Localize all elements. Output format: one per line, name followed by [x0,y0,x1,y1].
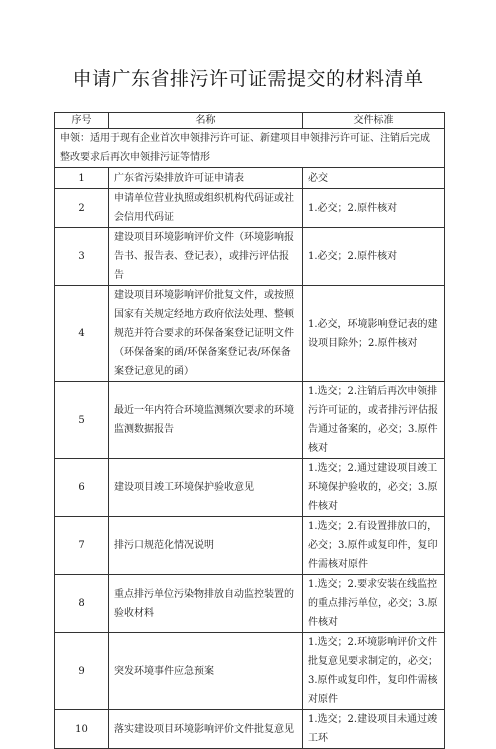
row-standard: 1.选交；2.建设项目未通过竣工环 [303,710,445,749]
table-row [55,633,445,710]
row-name: 申请单位营业执照或组织机构代码证或社会信用代码证 [109,189,303,228]
row-number: 4 [55,286,109,382]
row-name: 排污口规范化情况说明 [109,517,303,575]
row-name: 广东省污染排放许可证申请表 [109,168,303,189]
row-number: 6 [55,459,109,517]
row-standard: 1.选交；2.环境影响评价文件批复意见要求制定的，必交；3.原件或复印件，复印件需核对原件 [303,633,445,710]
scope-row [55,129,445,168]
row-standard: 1.选交；2.要求安装在线监控的重点排污单位，必交；3.原件核对 [303,575,445,633]
table-row [55,517,445,575]
row-number: 8 [55,575,109,633]
row-standard: 1.选交；2.通过建设项目竣工环境保护验收的，必交；3.原件核对 [303,459,445,517]
row-name: 建设项目环境影响评价文件（环境影响报告书、报告表、登记表），或排污评估报告 [109,228,303,286]
header-serial: 序号 [55,113,109,129]
row-standard: 1.选交；2.注销后再次申领排污许可证的，或者排污评估报告通过备案的，必交；3.原件核对 [303,382,445,459]
table-row [55,228,445,286]
table-row [55,710,445,749]
row-name: 重点排污单位污染物排放自动监控装置的验收材料 [109,575,303,633]
materials-table [54,112,445,749]
row-name: 最近一年内符合环境监测频次要求的环境监测数据报告 [109,382,303,459]
scope-note: 申领：适用于现有企业首次申领排污许可证、新建项目申领排污许可证、注销后完成整改要求后再次申领排污证等情形 [55,129,445,168]
table-row [55,575,445,633]
document-title: 申请广东省排污许可证需提交的材料清单 [72,68,424,90]
row-number: 2 [55,189,109,228]
row-standard: 1.选交；2.有设置排放口的，必交；3.原件或复印件，复印件需核对原件 [303,517,445,575]
row-number: 9 [55,633,109,710]
row-name: 建设项目竣工环境保护验收意见 [109,459,303,517]
row-standard: 必交 [303,168,445,189]
row-standard: 1.必交；2.原件核对 [303,189,445,228]
row-number: 5 [55,382,109,459]
table-row [55,459,445,517]
table-row [55,286,445,382]
row-standard: 1.必交，环境影响登记表的建设项目除外；2.原件核对 [303,286,445,382]
row-name: 突发环境事件应急预案 [109,633,303,710]
row-number: 1 [55,168,109,189]
row-name: 建设项目环境影响评价批复文件，或按照国家有关规定经地方政府依法处理、整顿规范并符合要求的环保备案登记证明文件（环保备案的函/环保备案登记表/环保备案登记意见的函） [109,286,303,382]
header-name: 名称 [109,113,303,129]
row-standard: 1.必交；2.原件核对 [303,228,445,286]
table-row [55,382,445,459]
row-number: 10 [55,710,109,749]
table-header-row [55,113,445,129]
header-standard: 交件标准 [303,113,445,129]
table-row [55,189,445,228]
row-name: 落实建设项目环境影响评价文件批复意见 [109,710,303,749]
table-row [55,168,445,189]
row-number: 7 [55,517,109,575]
row-number: 3 [55,228,109,286]
